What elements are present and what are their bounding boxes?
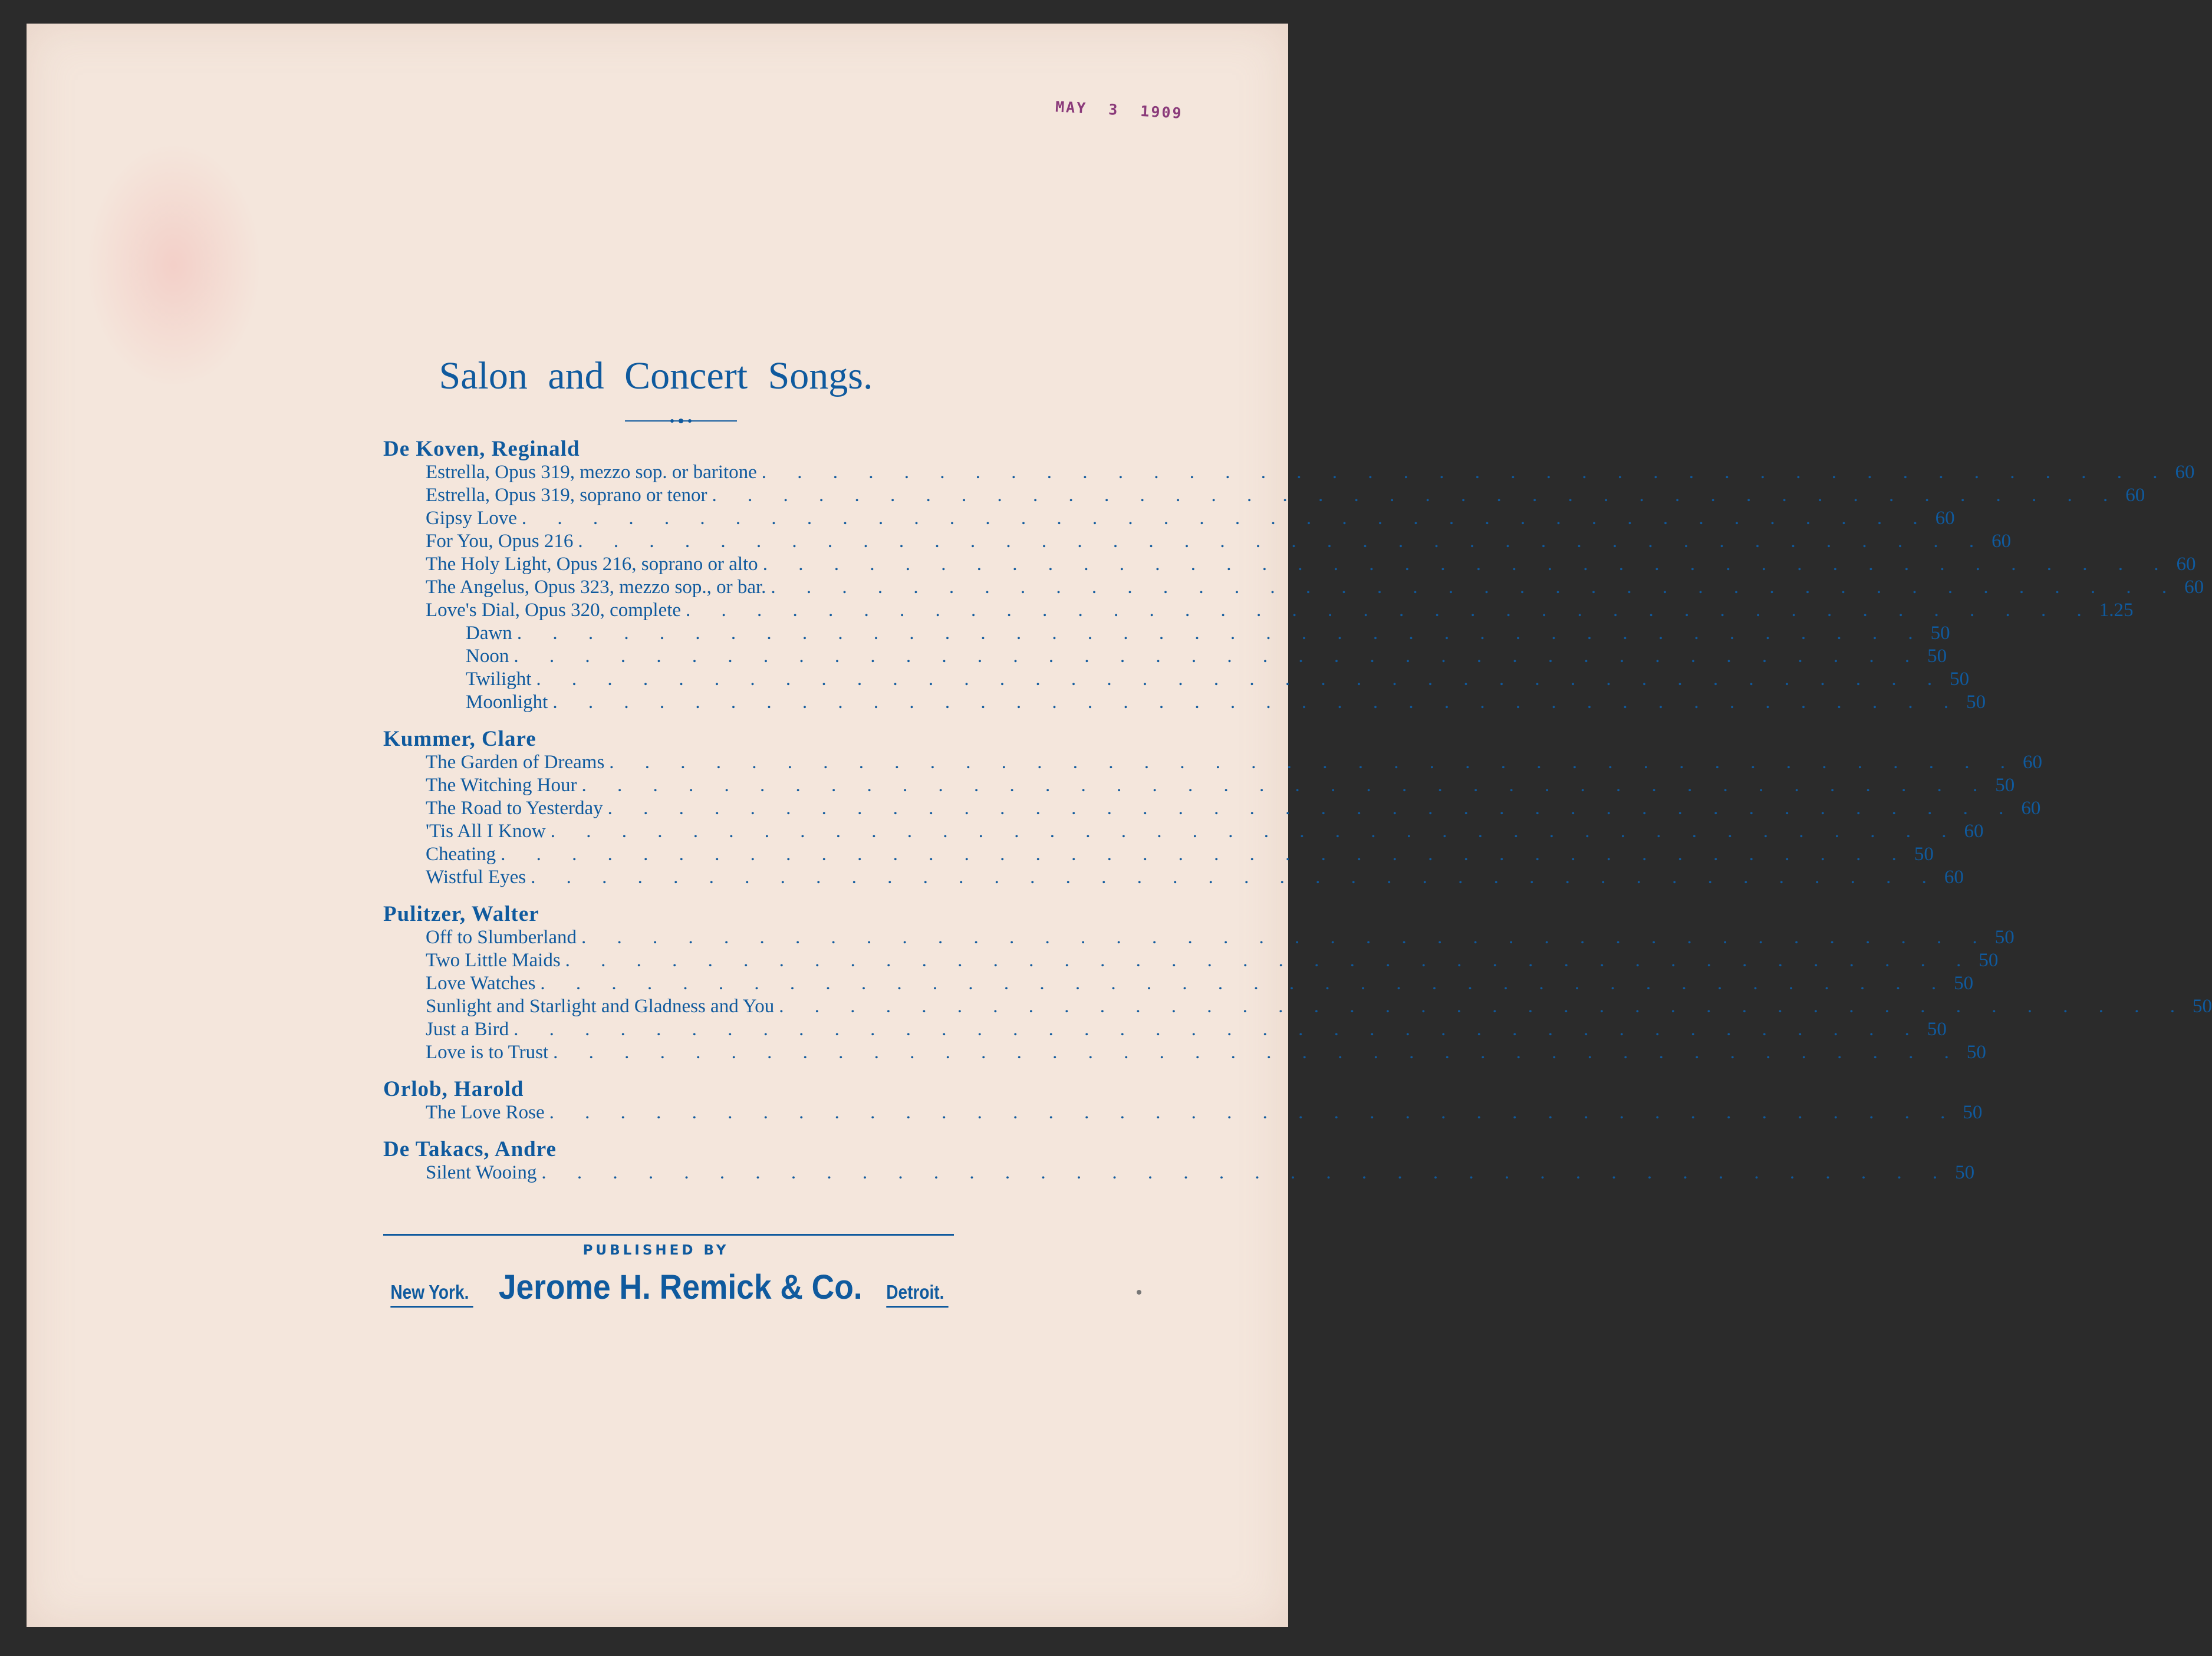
title-ornament bbox=[625, 417, 737, 424]
song-price: 60 bbox=[2023, 752, 2043, 773]
dot-leader: . . . . . . . . . . . . . . . . . . . . . . . . . . . . . . . . . . . . . . . . bbox=[501, 844, 1910, 865]
dot-leader: . . . . . . . . . . . . . . . . . . . . . . . . . . . . . . . . . . . . . . . . bbox=[762, 554, 2172, 575]
song-title: 'Tis All I Know bbox=[426, 821, 546, 842]
composer-name: De Koven, Reginald bbox=[383, 437, 580, 461]
song-row bbox=[426, 531, 2012, 554]
song-title: Just a Bird bbox=[426, 1019, 509, 1040]
song-title: Noon bbox=[466, 646, 509, 667]
city-new-york: New York. bbox=[390, 1281, 473, 1308]
song-price: 60 bbox=[2021, 798, 2041, 819]
song-price: 1.25 bbox=[2099, 600, 2134, 621]
paper-speck bbox=[1137, 1290, 1141, 1295]
song-row bbox=[466, 623, 1950, 646]
song-row bbox=[466, 669, 1970, 692]
dot-leader: . . . . . . . . . . . . . . . . . . . . . . . . . . . . . . . . . . . . . . . . bbox=[712, 485, 2121, 506]
dot-leader: . . . . . . . . . . . . . . . . . . . . . . . . . . . . . . . . . . . . . . . . bbox=[552, 692, 1962, 713]
publisher-name: Jerome H. Remick & Co. bbox=[499, 1268, 863, 1306]
composer-name: Orlob, Harold bbox=[383, 1077, 524, 1101]
dot-leader: . . . . . . . . . . . . . . . . . . . . . . . . . . . . . . . . . . . . . . . . bbox=[607, 798, 2017, 819]
song-price: 60 bbox=[1944, 867, 1964, 888]
song-price: 50 bbox=[1966, 692, 1986, 713]
song-title: Love is to Trust bbox=[426, 1042, 549, 1063]
song-title: Wistful Eyes bbox=[426, 867, 526, 888]
song-row bbox=[426, 844, 1934, 867]
song-price: 50 bbox=[1954, 973, 1974, 994]
dot-leader: . . . . . . . . . . . . . . . . . . . . . . . . . . . . . . . . . . . . . . . . bbox=[581, 775, 1991, 796]
song-title: Dawn bbox=[466, 623, 512, 644]
composer-name: Pulitzer, Walter bbox=[383, 902, 539, 926]
dot-leader: . . . . . . . . . . . . . . . . . . . . . . . . . . . . . . . . . . . . . . . . bbox=[771, 577, 2180, 598]
song-title: Cheating bbox=[426, 844, 496, 865]
dot-leader: . . . . . . . . . . . . . . . . . . . . . . . . . . . . . . . . . . . . . . . . bbox=[540, 973, 1950, 994]
song-price: 50 bbox=[1963, 1102, 1983, 1123]
song-price: 50 bbox=[1979, 950, 1999, 971]
song-price: 50 bbox=[1955, 1162, 1975, 1183]
dot-leader: . . . . . . . . . . . . . . . . . . . . . . . . . . . . . . . . . . . . . . . . bbox=[536, 669, 1946, 690]
song-price: 50 bbox=[1995, 775, 2015, 796]
dot-leader: . . . . . . . . . . . . . . . . . . . . . . . . . . . . . . . . . . . . . . . . bbox=[581, 927, 1990, 948]
composer-group bbox=[383, 726, 2043, 890]
song-price: 50 bbox=[1950, 669, 1970, 690]
composer-group bbox=[383, 1137, 1975, 1185]
song-row bbox=[426, 508, 1955, 531]
dot-leader: . . . . . . . . . . . . . . . . . . . . . . . . . . . . . . . . . . . . . . . . bbox=[514, 646, 1923, 667]
song-row bbox=[426, 577, 2204, 600]
song-row bbox=[426, 1042, 1986, 1065]
song-row bbox=[426, 462, 2195, 485]
published-by-label: PUBLISHED BY bbox=[582, 1243, 729, 1258]
dot-leader: . . . . . . . . . . . . . . . . . . . . . . . . . . . . . . . . . . . . . . . . bbox=[578, 531, 1987, 552]
song-price: 50 bbox=[1927, 1019, 1947, 1040]
composer-name: Kummer, Clare bbox=[383, 727, 536, 751]
song-row bbox=[426, 973, 1974, 996]
song-price: 60 bbox=[2125, 485, 2145, 506]
song-title: Sunlight and Starlight and Gladness and You bbox=[426, 996, 775, 1017]
dot-leader: . . . . . . . . . . . . . . . . . . . . . . . . . . . . . . . . . . . . . . . . bbox=[686, 600, 2095, 621]
song-title: The Road to Yesterday bbox=[426, 798, 603, 819]
song-title: Two Little Maids bbox=[426, 950, 561, 971]
footer-rule bbox=[383, 1234, 954, 1236]
song-row bbox=[426, 798, 2041, 821]
song-price: 50 bbox=[1914, 844, 1934, 865]
song-row bbox=[426, 775, 2015, 798]
song-title: The Angelus, Opus 323, mezzo sop., or bar. bbox=[426, 577, 766, 598]
song-row bbox=[426, 950, 1999, 973]
song-title: Moonlight bbox=[466, 692, 548, 713]
song-price: 60 bbox=[2176, 554, 2196, 575]
song-catalog bbox=[383, 436, 2212, 1197]
composer-group bbox=[383, 1076, 1983, 1125]
song-title: The Garden of Dreams bbox=[426, 752, 605, 773]
dot-leader: . . . . . . . . . . . . . . . . . . . . . . . . . . . . . . . . . . . . . . . . bbox=[565, 950, 1974, 971]
song-title: Silent Wooing bbox=[426, 1162, 537, 1183]
song-title: The Love Rose bbox=[426, 1102, 545, 1123]
song-row bbox=[426, 554, 2196, 577]
song-title: Estrella, Opus 319, soprano or tenor bbox=[426, 485, 707, 506]
song-row bbox=[426, 752, 2043, 775]
composer-name: De Takacs, Andre bbox=[383, 1137, 557, 1161]
date-stamp: MAY 3 1909 bbox=[1055, 98, 1184, 122]
song-title: Gipsy Love bbox=[426, 508, 517, 529]
dot-leader: . . . . . . . . . . . . . . . . . . . . . . . . . . . . . . . . . . . . . . . . bbox=[516, 623, 1926, 644]
dot-leader: . . . . . . . . . . . . . . . . . . . . . . . . . . . . . . . . . . . . . . . . bbox=[521, 508, 1931, 529]
song-title: Estrella, Opus 319, mezzo sop. or baritone bbox=[426, 462, 757, 483]
song-title: Off to Slumberland bbox=[426, 927, 577, 948]
song-title: Love's Dial, Opus 320, complete bbox=[426, 600, 682, 621]
song-price: 50 bbox=[1930, 623, 1950, 644]
song-row bbox=[426, 996, 2212, 1019]
dot-leader: . . . . . . . . . . . . . . . . . . . . . . . . . . . . . . . . . . . . . . . . bbox=[514, 1019, 1923, 1040]
dot-leader: . . . . . . . . . . . . . . . . . . . . . . . . . . . . . . . . . . . . . . . . bbox=[550, 821, 1960, 842]
dot-leader: . . . . . . . . . . . . . . . . . . . . . . . . . . . . . . . . . . . . . . . . bbox=[549, 1102, 1958, 1123]
dot-leader: . . . . . . . . . . . . . . . . . . . . . . . . . . . . . . . . . . . . . . . . bbox=[541, 1162, 1951, 1183]
song-title: For You, Opus 216 bbox=[426, 531, 574, 552]
dot-leader: . . . . . . . . . . . . . . . . . . . . . . . . . . . . . . . . . . . . . . . . bbox=[609, 752, 2019, 773]
song-price: 50 bbox=[1927, 646, 1947, 667]
dot-leader: . . . . . . . . . . . . . . . . . . . . . . . . . . . . . . . . . . . . . . . . bbox=[779, 996, 2188, 1017]
song-row bbox=[466, 646, 1947, 669]
song-row bbox=[426, 1019, 1947, 1042]
song-row bbox=[466, 692, 1986, 715]
song-price: 50 bbox=[1966, 1042, 1986, 1063]
song-price: 60 bbox=[1935, 508, 1955, 529]
song-price: 60 bbox=[1964, 821, 1984, 842]
paper-stain bbox=[85, 141, 262, 389]
song-title: Love Watches bbox=[426, 973, 536, 994]
city-detroit: Detroit. bbox=[887, 1281, 949, 1308]
song-title: The Holy Light, Opus 216, soprano or alto bbox=[426, 554, 758, 575]
song-row bbox=[426, 600, 2134, 623]
song-row bbox=[426, 821, 1984, 844]
song-price: 60 bbox=[2175, 462, 2195, 483]
publisher-line bbox=[383, 1267, 954, 1308]
composer-group bbox=[383, 436, 2204, 715]
composer-group bbox=[383, 901, 2212, 1065]
song-price: 60 bbox=[2184, 577, 2204, 598]
song-price: 60 bbox=[1992, 531, 2012, 552]
song-price: 50 bbox=[1994, 927, 2015, 948]
dot-leader: . . . . . . . . . . . . . . . . . . . . . . . . . . . . . . . . . . . . . . . . bbox=[553, 1042, 1962, 1063]
song-title: Twilight bbox=[466, 669, 532, 690]
song-row bbox=[426, 485, 2145, 508]
song-row bbox=[426, 1102, 1983, 1125]
dot-leader: . . . . . . . . . . . . . . . . . . . . . . . . . . . . . . . . . . . . . . . . bbox=[531, 867, 1940, 888]
dot-leader: . . . . . . . . . . . . . . . . . . . . . . . . . . . . . . . . . . . . . . . . bbox=[761, 462, 2171, 483]
song-price: 50 bbox=[2193, 996, 2212, 1017]
song-title: The Witching Hour bbox=[426, 775, 577, 796]
song-row bbox=[426, 867, 1964, 890]
song-row bbox=[426, 1162, 1975, 1185]
song-row bbox=[426, 927, 2015, 950]
page-title: Salon and Concert Songs. bbox=[439, 354, 873, 397]
